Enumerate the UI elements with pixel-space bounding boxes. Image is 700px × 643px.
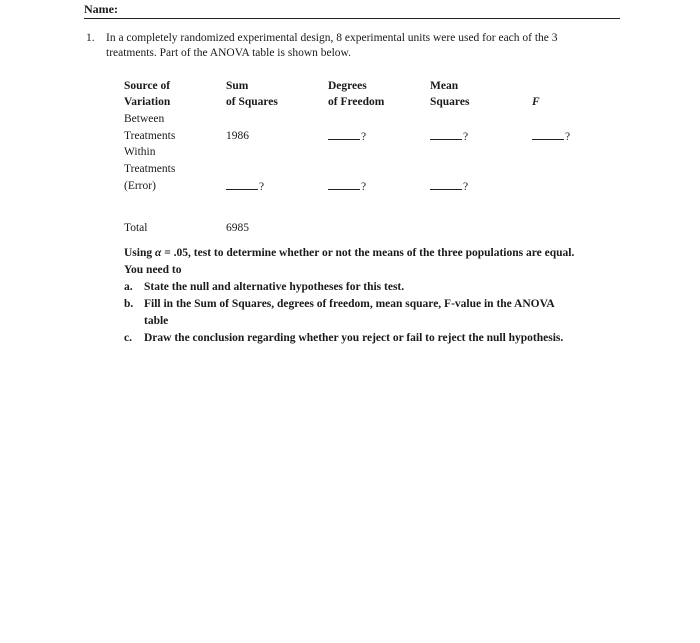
instructions-significance: = .05, test to determine whether or not the means of the three populations are equal. <box>161 247 575 259</box>
task-b-text: Fill in the Sum of Squares, degrees of freedom, mean square, F-value in the ANOVA <box>144 298 555 310</box>
question-text-line-1: In a completely randomized experimental design, 8 experimental units were used for each of the 3 <box>106 32 558 44</box>
total-ss-value: 6985 <box>226 222 249 234</box>
name-underline <box>84 18 620 19</box>
header-degrees: Degrees <box>328 80 367 92</box>
row-between-label-2: Treatments <box>124 130 176 142</box>
between-df-placeholder: ? <box>361 131 367 143</box>
header-source-of: Source of <box>124 80 171 92</box>
f-value-placeholder: ? <box>565 131 571 143</box>
name-label: Name: <box>84 2 118 16</box>
row-total-label: Total <box>124 222 148 234</box>
task-b-text-2: table <box>144 315 169 327</box>
header-variation: Variation <box>124 96 171 108</box>
instructions-line-1 <box>124 247 574 259</box>
task-b-letter: b. <box>124 298 134 310</box>
between-ms-blank <box>430 130 468 143</box>
header-f: F <box>532 96 540 108</box>
between-ms-placeholder: ? <box>463 131 469 143</box>
row-between-label: Between <box>124 113 165 125</box>
instructions-line-2: You need to <box>124 264 182 276</box>
within-ms-blank <box>430 180 468 193</box>
within-ms-placeholder: ? <box>463 181 469 193</box>
task-c-letter: c. <box>124 332 132 344</box>
task-a-letter: a. <box>124 281 133 293</box>
task-a-text: State the null and alternative hypotheses for this test. <box>144 281 405 293</box>
header-squares: Squares <box>430 96 470 108</box>
row-within-label-3: (Error) <box>124 180 156 192</box>
within-ss-placeholder: ? <box>259 181 265 193</box>
row-within-label: Within <box>124 146 156 158</box>
header-mean: Mean <box>430 80 459 92</box>
f-value-blank <box>532 130 570 143</box>
header-sum: Sum <box>226 80 249 92</box>
row-within-label-2: Treatments <box>124 163 176 175</box>
question-text-line-2: treatments. Part of the ANOVA table is shown below. <box>106 47 351 59</box>
task-c-text: Draw the conclusion regarding whether you reject or fail to reject the null hypothesis. <box>144 332 564 344</box>
question-number: 1. <box>86 32 95 44</box>
within-df-blank <box>328 180 366 193</box>
within-df-placeholder: ? <box>361 181 367 193</box>
within-ss-blank <box>226 180 264 193</box>
header-of-freedom: of Freedom <box>328 96 385 108</box>
instructions-using: Using <box>124 247 155 259</box>
header-of-squares: of Squares <box>226 96 278 108</box>
between-df-blank <box>328 130 366 143</box>
between-ss-value: 1986 <box>226 130 249 142</box>
alpha-symbol: α <box>155 247 162 259</box>
